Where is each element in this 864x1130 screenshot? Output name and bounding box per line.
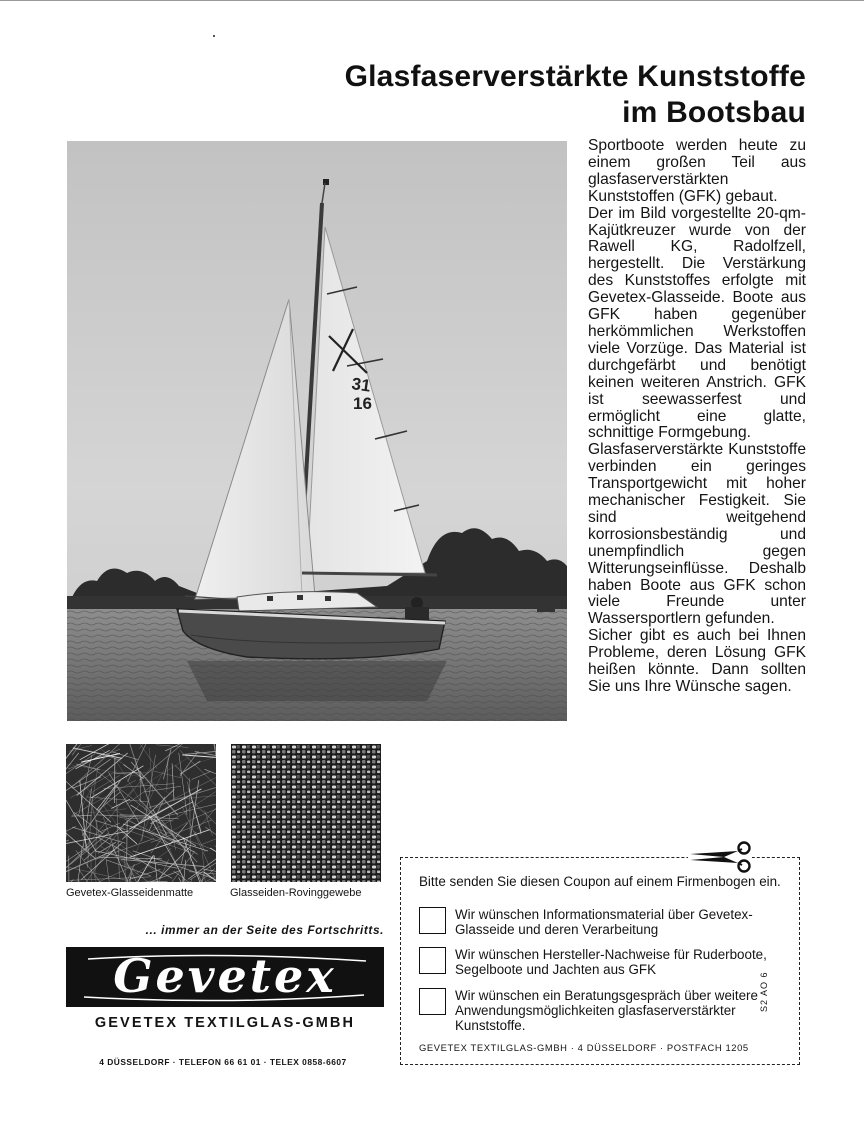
- roving-caption: Glasseiden-Rovinggewebe: [230, 887, 362, 899]
- body-paragraph-4: Sicher gibt es auch bei Ihnen Probleme, deren Lösung GFK heißen könnte. Dann sollten Sie uns Ihre Wünsche sagen.: [588, 627, 806, 695]
- print-speck: [213, 35, 215, 37]
- sail-number-top: 31: [350, 374, 372, 396]
- glass-fiber-mat-texture: [66, 744, 216, 882]
- sailboat-photo: [67, 141, 567, 721]
- headline-line-2: im Bootsbau: [622, 96, 806, 129]
- gevetex-logo: [66, 947, 384, 1007]
- coupon-option-consultation: [419, 988, 779, 1033]
- option-label-consultation: Wir wünschen ein Beratungsgespräch über weitere Anwendungsmöglichkeiten glasfaserverstärkter Kunststoffe.: [455, 988, 758, 1033]
- glass-fiber-mat-sample: [66, 744, 216, 882]
- article-body: [588, 138, 806, 696]
- coupon-option-info-material: [419, 907, 779, 947]
- option-label-manufacturers: Wir wünschen Hersteller-Nachweise für Ruderboote, Segelboote und Jachten aus GFK: [455, 947, 767, 977]
- scissors-icon: [688, 838, 752, 876]
- body-paragraph-3: Glasfaserverstärkte Kunststoffe verbinden ein geringes Transportgewicht mit hoher mechanischer Festigkeit. Sie sind weitgehend korrosionsbeständig und unempfindlich gegen Witterungseinflüsse. Deshalb haben Boote aus GFK schon viele Freunde unter Wassersportlern gefunden.: [588, 441, 806, 628]
- checkbox-consultation[interactable]: [419, 988, 446, 1015]
- company-address: 4 DÜSSELDORF · TELEFON 66 61 01 · TELEX 0858-6607: [99, 1057, 347, 1067]
- coupon-code: S2 AO 6: [759, 971, 769, 1012]
- company-name: GEVETEX TEXTILGLAS-GMBH: [94, 1015, 356, 1031]
- brand-slogan: ... immer an der Seite des Fortschritts.: [145, 923, 384, 937]
- matte-caption: Gevetex-Glasseidenmatte: [66, 887, 194, 899]
- page-edge: [0, 0, 864, 1]
- coupon-address: GEVETEX TEXTILGLAS-GMBH · 4 DÜSSELDORF · POSTFACH 1205: [419, 1042, 749, 1053]
- coupon-option-manufacturers: [419, 947, 779, 987]
- sail-number-bottom: 16: [353, 394, 372, 413]
- coupon-intro: Bitte senden Sie diesen Coupon auf einem Firmenbogen ein.: [419, 874, 781, 889]
- roving-fabric-sample: [231, 744, 381, 882]
- roving-fabric-texture: [231, 744, 381, 882]
- logo-text: Gevetex: [113, 949, 337, 1003]
- option-label-info-material: Wir wünschen Informationsmaterial über Gevetex-Glasseide und deren Verarbeitung: [455, 907, 753, 937]
- checkbox-manufacturers[interactable]: [419, 947, 446, 974]
- sailboat-illustration: [67, 141, 567, 721]
- headline-line-1: Glasfaserverstärkte Kunststoffe: [344, 60, 806, 93]
- checkbox-info-material[interactable]: [419, 907, 446, 934]
- body-paragraph-2: Der im Bild vorgestellte 20-qm-Kajütkreuzer wurde von der Rawell KG, Radolfzell, hergestellt. Die Verstärkung des Kunststoffes erfolgte mit Gevetex-Glasseide. Boote aus GFK haben gegenüber herkömmlichen Werkstoffen viele Vorzüge. Das Material ist durchgefärbt und benötigt keinen weiteren Anstrich. GFK ist seewasserfest und ermöglicht eine glatte, schnittige Formgebung.: [588, 204, 806, 442]
- body-paragraph-1: Sportboote werden heute zu einem großen Teil aus glasfaserverstärkten Kunststoffen (GFK) gebaut.: [588, 137, 806, 205]
